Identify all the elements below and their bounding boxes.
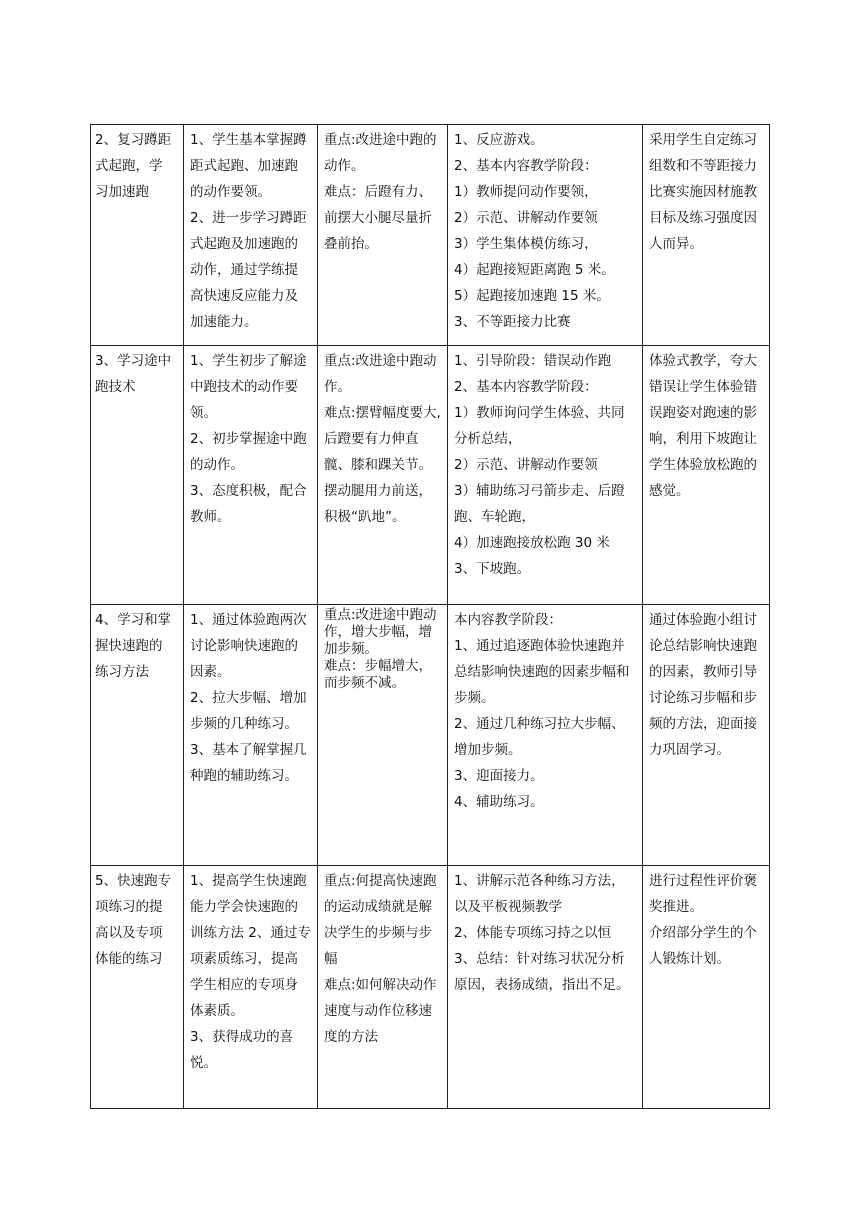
difficulty-point: 难点:摆臂幅度要大,后蹬要有力伸直髋、膝和踝关节。摆动腿用力前送，积极“趴地”。 [324, 405, 441, 525]
notes-cell [643, 346, 770, 605]
process-cell [448, 346, 643, 605]
note-text: 体验式教学，夸大错误让学生体验错误跑姿对跑速的影响，利用下坡跑让学生体验放松跑的感觉。 [649, 353, 757, 499]
table-row [91, 605, 770, 866]
topic-line: 握快速跑的 [95, 638, 163, 654]
objective-item: 2、拉大步幅、增加步频的几种练习。 [190, 690, 307, 732]
lesson-plan-table [90, 124, 770, 1109]
process-step: 1、讲解示范各种练习方法，以及平板视频教学 [454, 873, 625, 915]
process-cell [448, 605, 643, 866]
objective-item: 2、初步掌握途中跑的动作。 [190, 431, 307, 473]
objective-item: 1、提高学生快速跑能力学会快速跑的训练方法 2、通过专项素质练习，提高学生相应的专项身体素质。 [190, 873, 311, 1019]
notes-cell [643, 125, 770, 346]
topic-cell [91, 605, 184, 866]
objectives-cell [184, 605, 318, 866]
topic-line: 习加速跑 [95, 184, 149, 200]
topic-line: 5、快速跑专 [95, 873, 172, 889]
key-point: 重点:何提高快速跑的运动成绩就是解决学生的步频与步幅 [324, 873, 437, 967]
process-step: 1、通过追逐跑体验快速跑并总结影响快速跑的因素步幅和步频。 [454, 638, 630, 706]
note-text: 采用学生自定练习组数和不等距接力比赛实施因材施教目标及练习强度因人而异。 [649, 132, 757, 252]
topic-line: 4、学习和掌 [95, 612, 172, 628]
objectives-cell [184, 346, 318, 605]
process-step: 2）示范、讲解动作要领 [454, 457, 598, 473]
note-text: 介绍部分学生的个人锻炼计划。 [649, 925, 757, 967]
process-step: 2、通过几种练习拉大步幅、增加步频。 [454, 716, 625, 758]
topic-line: 3、学习途中 [95, 353, 172, 369]
key-points-cell [318, 605, 448, 866]
topic-cell [91, 125, 184, 346]
process-step: 2、体能专项练习持之以恒 [454, 925, 612, 941]
process-step: 5）起跑接加速跑 15 米。 [454, 288, 610, 304]
note-text: 通过体验跑小组讨论总结影响快速跑的因素，教师引导讨论练习步幅和步频的方法，迎面接力巩固学习。 [649, 612, 757, 758]
objective-item: 3、基本了解掌握几种跑的辅助练习。 [190, 742, 307, 784]
objective-item: 3、获得成功的喜悦。 [190, 1029, 294, 1071]
objective-item: 1、学生基本掌握蹲距式起跑、加速跑的动作要领。 [190, 132, 307, 200]
process-step: 1、引导阶段：错误动作跑 [454, 353, 612, 369]
objectives-cell [184, 125, 318, 346]
topic-line: 式起跑，学 [95, 158, 163, 174]
topic-line: 项练习的提 [95, 899, 163, 915]
process-step: 本内容教学阶段： [454, 612, 562, 628]
objective-item: 1、通过体验跑两次讨论影响快速跑的因素。 [190, 612, 307, 680]
process-step: 1、反应游戏。 [454, 132, 544, 148]
table-row [91, 125, 770, 346]
objectives-cell [184, 866, 318, 1109]
notes-cell [643, 866, 770, 1109]
topic-line: 体能的练习 [95, 951, 163, 967]
process-step: 1）教师提问动作要领， [454, 184, 598, 200]
topic-line: 练习方法 [95, 664, 149, 680]
topic-line: 跑技术 [95, 379, 136, 395]
difficulty-point: 难点:如何解决动作速度与动作位移速度的方法 [324, 977, 437, 1045]
key-point: 重点:改进途中跑动作。 [324, 353, 437, 395]
process-step: 3、下坡跑。 [454, 561, 531, 577]
process-step: 2）示范、讲解动作要领 [454, 210, 598, 226]
topic-line: 高以及专项 [95, 925, 163, 941]
key-points-cell [318, 125, 448, 346]
key-point: 重点:改进途中跑动作，增大步幅，增加步频。 [324, 607, 437, 657]
key-point: 重点:改进途中跑的动作。 [324, 132, 437, 174]
process-step: 2、基本内容教学阶段： [454, 379, 598, 395]
process-step: 3、迎面接力。 [454, 768, 544, 784]
process-step: 4）加速跑接放松跑 30 米 [454, 535, 610, 551]
topic-cell [91, 866, 184, 1109]
process-step: 4、辅助练习。 [454, 794, 544, 810]
process-step: 3、不等距接力比赛 [454, 314, 571, 330]
process-step: 1）教师询问学生体验、共同分析总结， [454, 405, 625, 447]
process-cell [448, 866, 643, 1109]
topic-cell [91, 346, 184, 605]
objective-item: 1、学生初步了解途中跑技术的动作要领。 [190, 353, 307, 421]
process-cell [448, 125, 643, 346]
notes-cell [643, 605, 770, 866]
objective-item: 3、态度积极，配合教师。 [190, 483, 307, 525]
objective-item: 2、进一步学习蹲距式起跑及加速跑的动作，通过学练提高快速反应能力及加速能力。 [190, 210, 307, 330]
process-step: 3）辅助练习弓箭步走、后蹬跑、车轮跑， [454, 483, 625, 525]
process-step: 3）学生集体模仿练习， [454, 236, 598, 252]
table-row [91, 346, 770, 605]
difficulty-point: 难点：步幅增大，而步频不减。 [324, 658, 432, 691]
process-step: 2、基本内容教学阶段： [454, 158, 598, 174]
process-step: 4）起跑接短距离跑 5 米。 [454, 262, 615, 278]
table-row [91, 866, 770, 1109]
difficulty-point: 难点：后蹬有力、前摆大小腿尽量折叠前抬。 [324, 184, 432, 252]
topic-line: 2、复习蹲距 [95, 132, 172, 148]
key-points-cell [318, 346, 448, 605]
note-text: 进行过程性评价褒奖推进。 [649, 873, 757, 915]
process-step: 3、总结：针对练习状况分析原因，表扬成绩，指出不足。 [454, 951, 630, 993]
key-points-cell [318, 866, 448, 1109]
